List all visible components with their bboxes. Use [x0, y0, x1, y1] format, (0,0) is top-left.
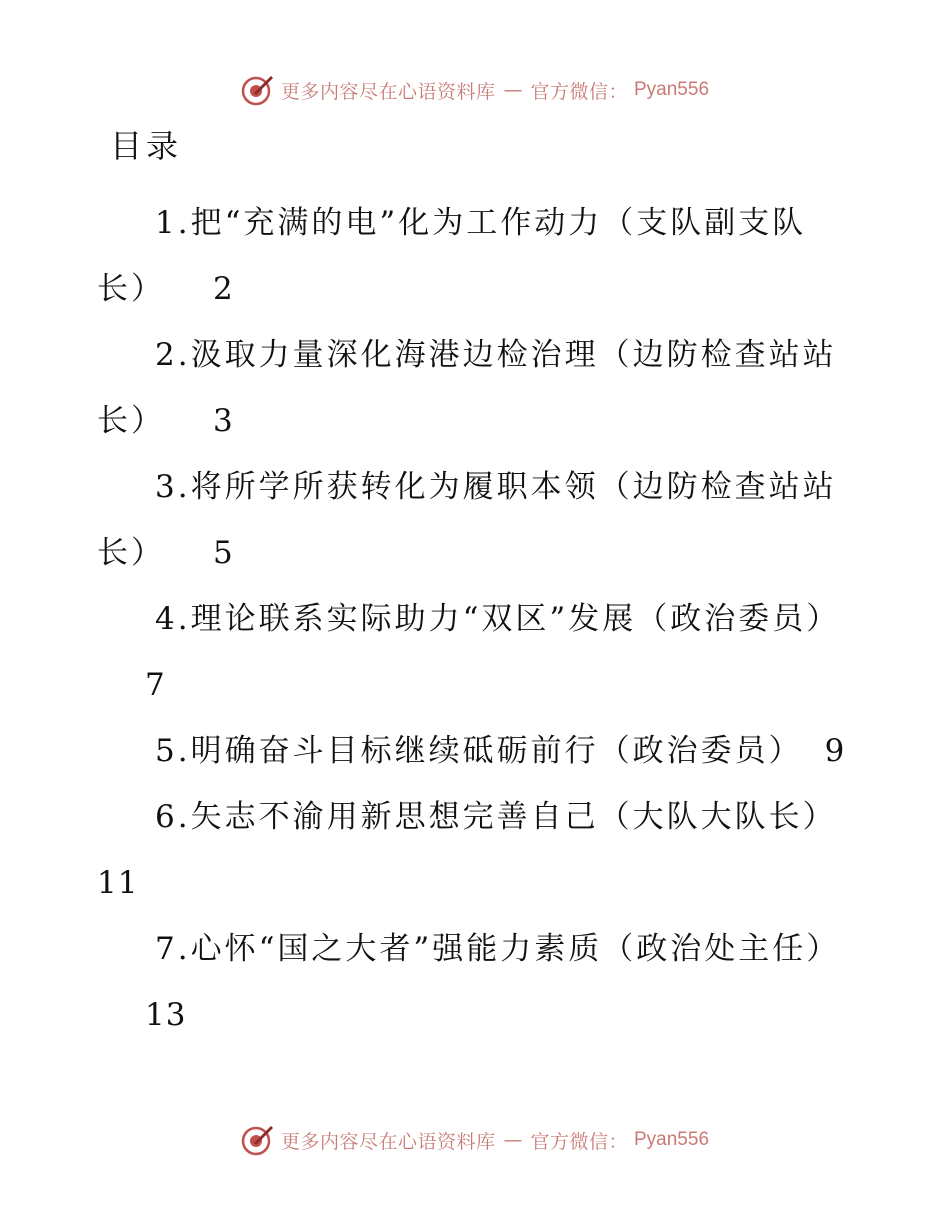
watermark-dash: —	[503, 79, 523, 101]
pen-logo-icon	[241, 73, 275, 107]
watermark-id: Pyan556	[634, 1129, 710, 1150]
toc-entry-text: 1.把“充满的电”化为工作动力（支队副支队长）	[97, 205, 807, 307]
toc-entry-page: 7	[145, 667, 166, 703]
watermark-suffix: 官方微信：	[530, 80, 628, 103]
toc-entry-text: 3.将所学所获转化为履职本领（边防检查站站长）	[97, 469, 837, 571]
toc-entry-page: 11	[97, 865, 139, 901]
watermark-dash: —	[503, 1129, 523, 1151]
toc-entry-text: 6.矢志不渝用新思想完善自己（大队大队长）	[155, 799, 837, 835]
toc-entry-page: 5	[213, 535, 234, 571]
toc-entry-text: 4.理论联系实际助力“双区”发展（政治委员）	[155, 601, 841, 637]
toc-entry-text: 7.心怀“国之大者”强能力素质（政治处主任）	[155, 931, 841, 967]
watermark-suffix: 官方微信：	[530, 1130, 628, 1153]
toc-entry-text: 2.汲取力量深化海港边检治理（边防检查站站长）	[97, 337, 837, 439]
pen-logo-icon	[241, 1123, 275, 1157]
toc-entry-1[interactable]	[97, 190, 857, 322]
table-of-contents	[97, 190, 857, 1048]
toc-entry-7[interactable]	[97, 916, 857, 1048]
toc-entry-4[interactable]	[97, 586, 857, 718]
toc-title: 目录	[110, 127, 183, 165]
toc-entry-page: 2	[213, 271, 234, 307]
header-watermark	[0, 70, 950, 110]
toc-entry-2[interactable]	[97, 322, 857, 454]
watermark-text: 更多内容尽在心语资料库	[280, 1130, 496, 1153]
toc-entry-6[interactable]	[97, 784, 857, 916]
toc-entry-5[interactable]	[97, 718, 857, 784]
toc-entry-3[interactable]	[97, 454, 857, 586]
footer-watermark	[0, 1120, 950, 1160]
toc-entry-page: 3	[213, 403, 234, 439]
toc-entry-page: 13	[145, 997, 187, 1033]
watermark-text: 更多内容尽在心语资料库	[280, 80, 496, 103]
toc-entry-page: 9	[824, 733, 846, 769]
watermark-id: Pyan556	[634, 79, 710, 100]
toc-entry-text: 5.明确奋斗目标继续砥砺前行（政治委员）	[155, 733, 803, 769]
